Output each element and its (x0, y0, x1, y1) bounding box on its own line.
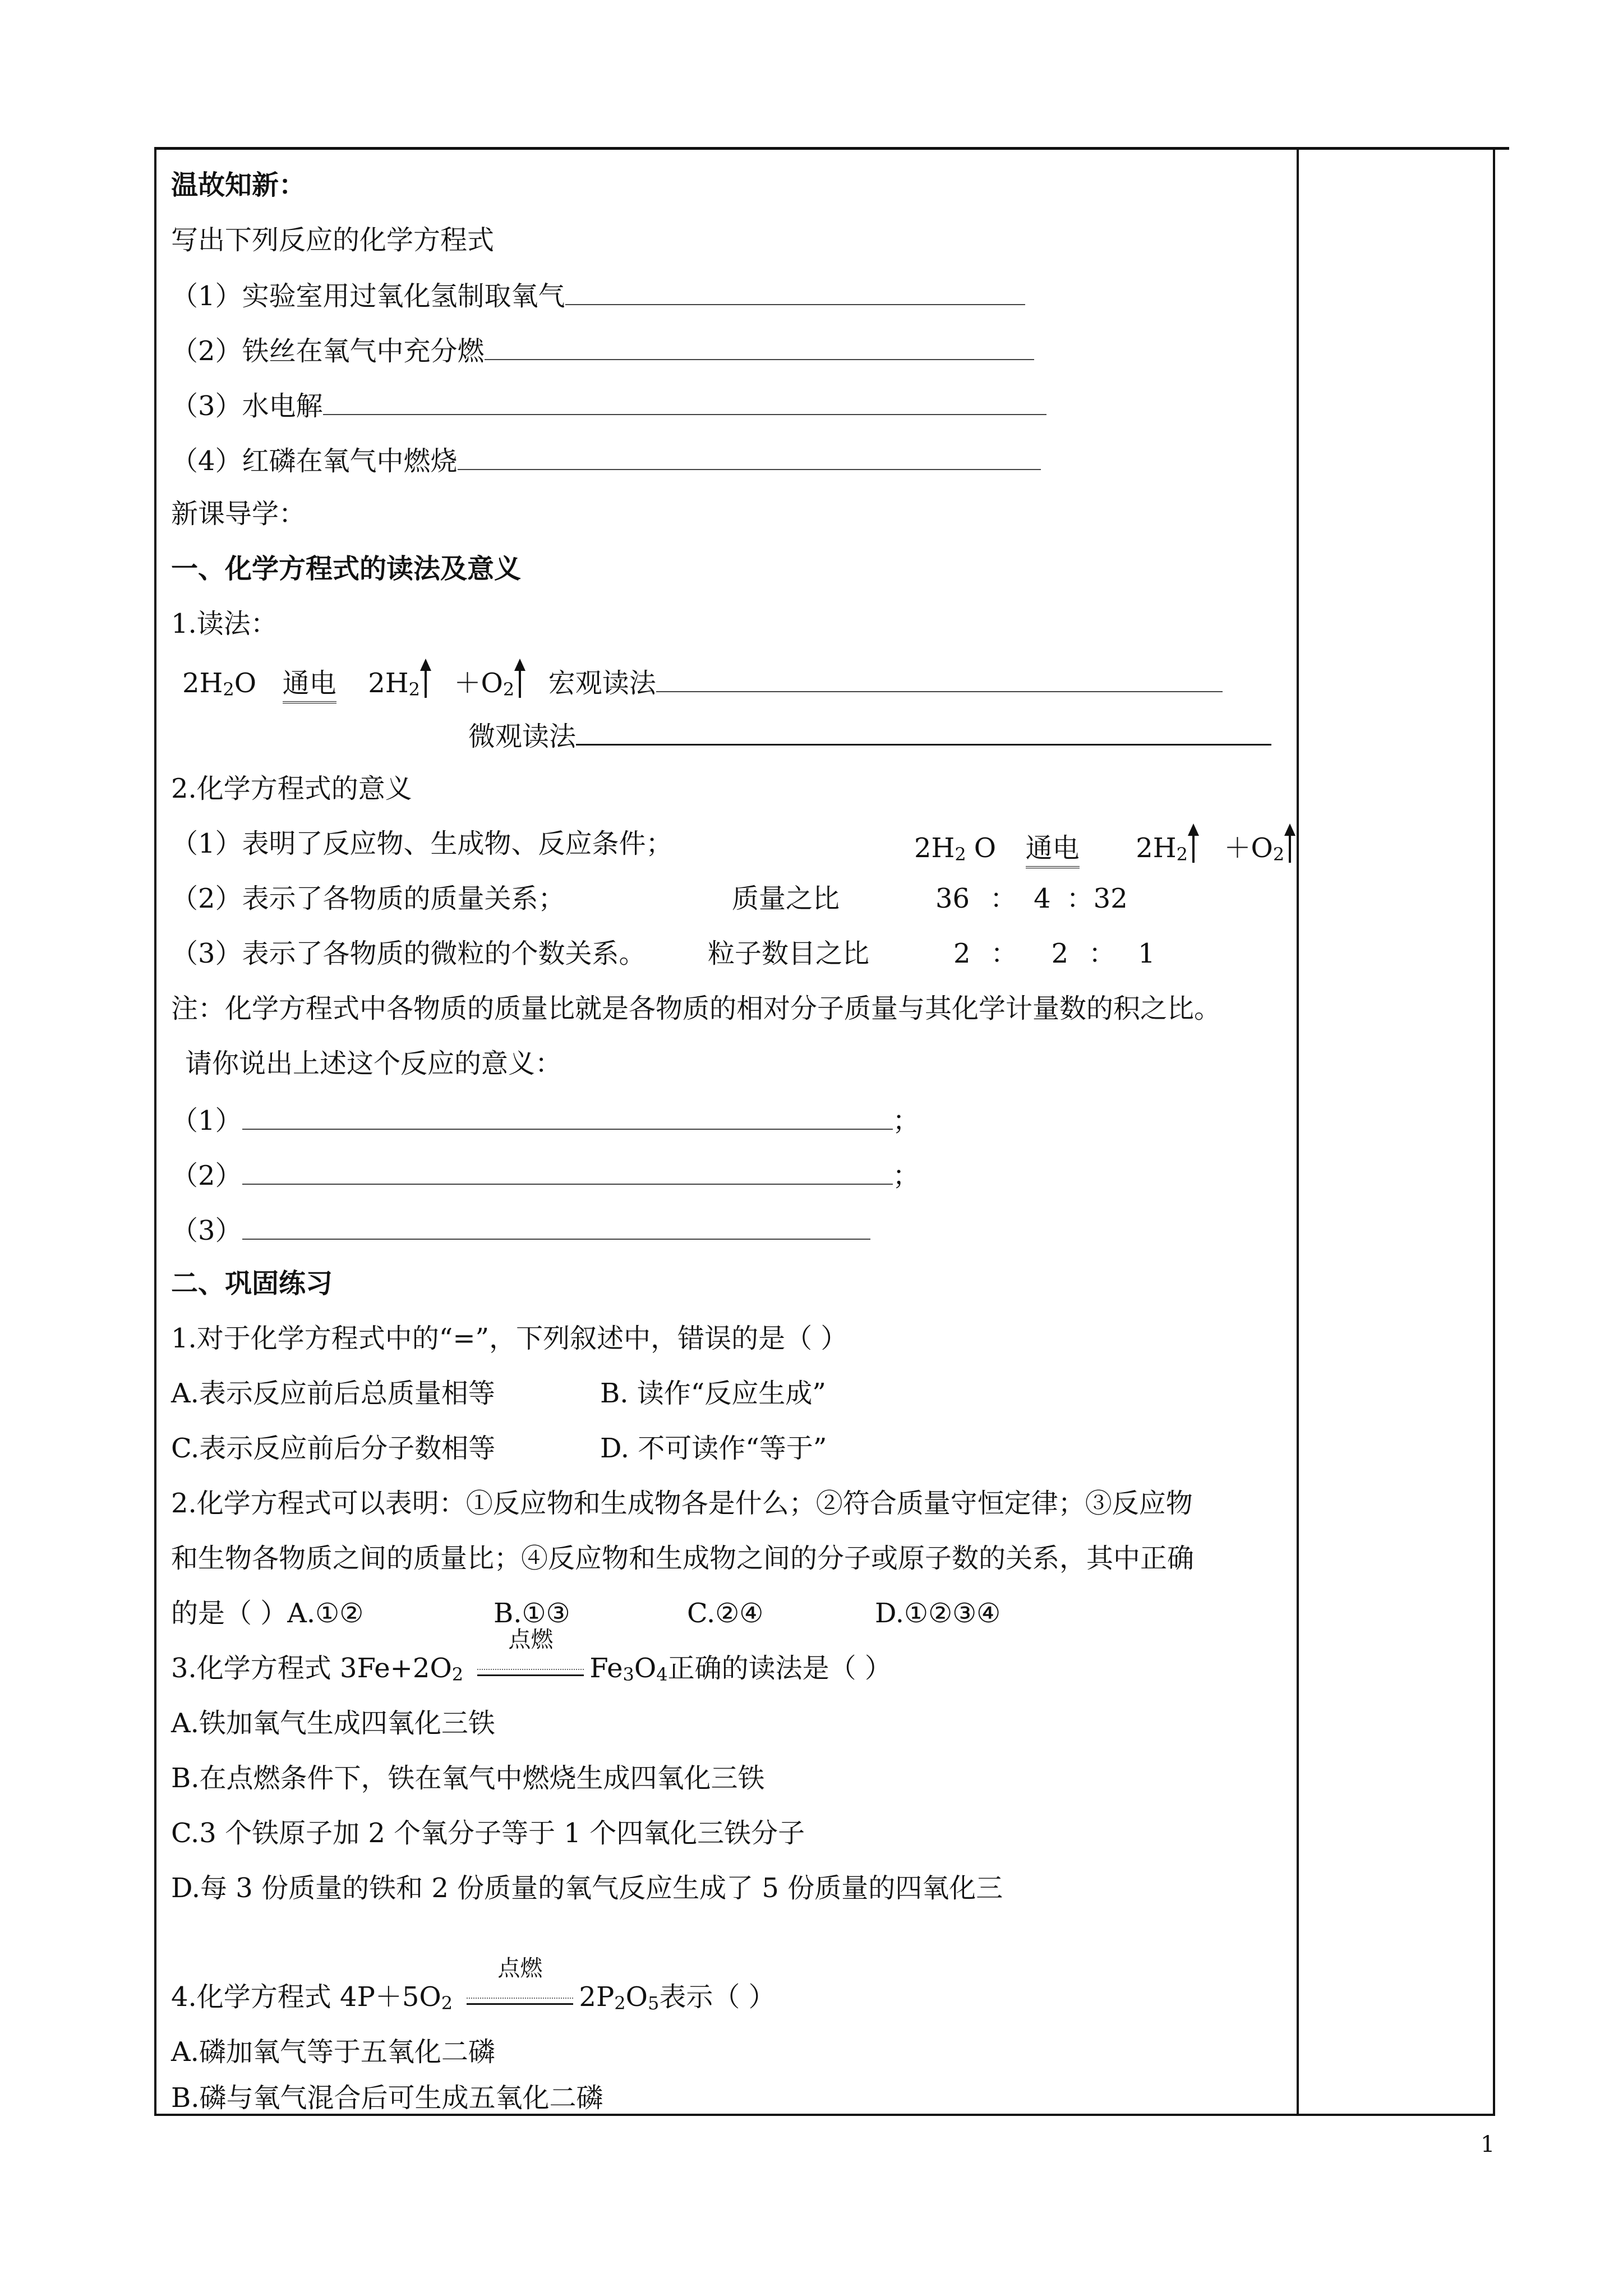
answer-blank[interactable] (565, 277, 1025, 305)
gas-arrow-icon (1284, 827, 1295, 861)
answer-blank[interactable] (656, 664, 1223, 692)
q3-option-d: D.每 3 份质量的铁和 2 份质量的氧气反应生成了 5 份质量的四氧化三 (171, 1872, 1003, 1904)
section1-title: 一、化学方程式的读法及意义 (171, 553, 522, 585)
q4-option-b: B.磷与氧气混合后可生成五氧化二磷 (171, 2082, 603, 2114)
meaning-2: （2）表示了各物质的质量关系； (171, 883, 565, 914)
gas-arrow-icon (1188, 827, 1199, 861)
question-2-line-2: 和生物各物质之间的质量比；④反应物和生成物之间的分子或原子数的关系，其中正确 (171, 1543, 1195, 1574)
gas-arrow-icon (514, 662, 525, 696)
mass-ratio-values: 36 ： 4 ：32 (935, 883, 1128, 914)
eq-product-hydrogen: 2H (368, 668, 409, 699)
practice-heading: 二、巩固练习 (171, 1268, 333, 1299)
meaning-equation: $2H_2$ O 通电 $2H_2 +O_2$ (914, 827, 1295, 871)
particle-ratio-label: 粒子数目之比 (708, 938, 870, 969)
table-column-divider (1297, 147, 1299, 2116)
meaning-blank-2: （2） ； (171, 1157, 920, 1193)
q3-option-a: A.铁加氧气生成四氧化三铁 (171, 1708, 495, 1739)
q1-option-a: A.表示反应前后总质量相等 (171, 1378, 495, 1409)
question-3: 3.化学方程式 $3Fe+2O_2$ 点燃 $Fe_3O_4$正确的读法是（ ） (171, 1627, 892, 1685)
meaning-blank-1: （1） ； (171, 1102, 920, 1138)
review-item-label: （1）实验室用过氧化氢制取氧气 (171, 280, 565, 312)
particle-ratio-values: 2 ： 2 ： 1 (953, 938, 1155, 969)
ask: 请你说出上述这个反应的意义： (185, 1048, 562, 1079)
q3-option-c: C.3 个铁原子加 2 个氧分子等于 1 个四氧化三铁分子 (171, 1818, 805, 1849)
question-2-line-3: 的是（ ）A.①② (171, 1598, 364, 1629)
question-1: 1.对于化学方程式中的“=”，下列叙述中，错误的是（ ） (171, 1323, 848, 1354)
review-heading: 温故知新： (171, 169, 306, 201)
q2-option-c: C.②④ (687, 1598, 764, 1629)
q1-option-c: C.表示反应前后分子数相等 (171, 1433, 496, 1464)
review-item-label: （3）水电解 (171, 390, 323, 422)
answer-blank[interactable] (242, 1212, 870, 1240)
q2-option-b: B.①③ (494, 1598, 570, 1629)
question-2-line-1: 2.化学方程式可以表明：①反应物和生成物各是什么；②符合质量守恒定律；③反应物 (171, 1488, 1193, 1519)
answer-blank[interactable] (576, 717, 1271, 746)
answer-blank[interactable] (323, 387, 1046, 415)
q1-option-b: B. 读作“反应生成” (600, 1378, 826, 1409)
table-top-border (154, 147, 1509, 150)
page-number: 1 (1481, 2132, 1495, 2157)
q3-option-b: B.在点燃条件下，铁在氧气中燃烧生成四氧化三铁 (171, 1763, 765, 1794)
table-left-border (154, 147, 156, 2116)
condition-arrow: 点燃 (467, 1981, 573, 2005)
review-item-4 (171, 442, 1041, 478)
answer-blank[interactable] (242, 1157, 893, 1185)
gas-arrow-icon (420, 662, 431, 696)
answer-blank[interactable] (485, 332, 1034, 360)
note: 注：化学方程式中各物质的质量比就是各物质的相对分子质量与其化学计量数的积之比。 (171, 993, 1221, 1024)
reaction-condition: 通电 (1026, 831, 1080, 868)
condition-arrow: 点燃 (477, 1652, 584, 1676)
eq-reactant: 2H (182, 668, 223, 699)
reading-title: 1.读法： (171, 608, 278, 639)
q2-option-d: D.①②③④ (875, 1598, 1001, 1629)
meaning-blank-3: （3） (171, 1212, 870, 1248)
q4-option-a: A.磷加氧气等于五氧化二磷 (171, 2036, 495, 2068)
eq-product-oxygen: ＋O (454, 668, 503, 699)
macro-reading-label: 宏观读法 (548, 668, 656, 699)
review-item-2 (171, 332, 1034, 368)
q1-option-d: D. 不可读作“等于” (600, 1433, 827, 1464)
micro-reading-row (468, 717, 1271, 753)
meaning-title: 2.化学方程式的意义 (171, 773, 412, 804)
review-item-3 (171, 387, 1046, 423)
answer-blank[interactable] (458, 442, 1041, 470)
review-item-1 (171, 277, 1025, 313)
review-item-label: （2）铁丝在氧气中充分燃 (171, 335, 485, 367)
water-electrolysis-equation: $2H_2O$ 通电 $2H_2 +O_2$ 宏观读法 (182, 662, 1223, 706)
review-item-label: （4）红磷在氧气中燃烧 (171, 445, 458, 477)
question-4: 4.化学方程式 $4P+5O_2$ 点燃 $2P_2O_5$表示（ ） (171, 1955, 776, 2014)
new-lesson-heading: 新课导学： (171, 498, 306, 530)
review-instruction: 写出下列反应的化学方程式 (171, 224, 495, 256)
micro-reading-label: 微观读法 (468, 721, 577, 752)
table-right-border (1493, 147, 1495, 2116)
meaning-3: （3）表示了各物质的微粒的个数关系。 (171, 938, 646, 969)
reaction-condition: 通电 (283, 666, 336, 703)
answer-blank[interactable] (242, 1102, 893, 1130)
mass-ratio-label: 质量之比 (732, 883, 840, 914)
meaning-1: （1）表明了反应物、生成物、反应条件； (171, 828, 673, 859)
